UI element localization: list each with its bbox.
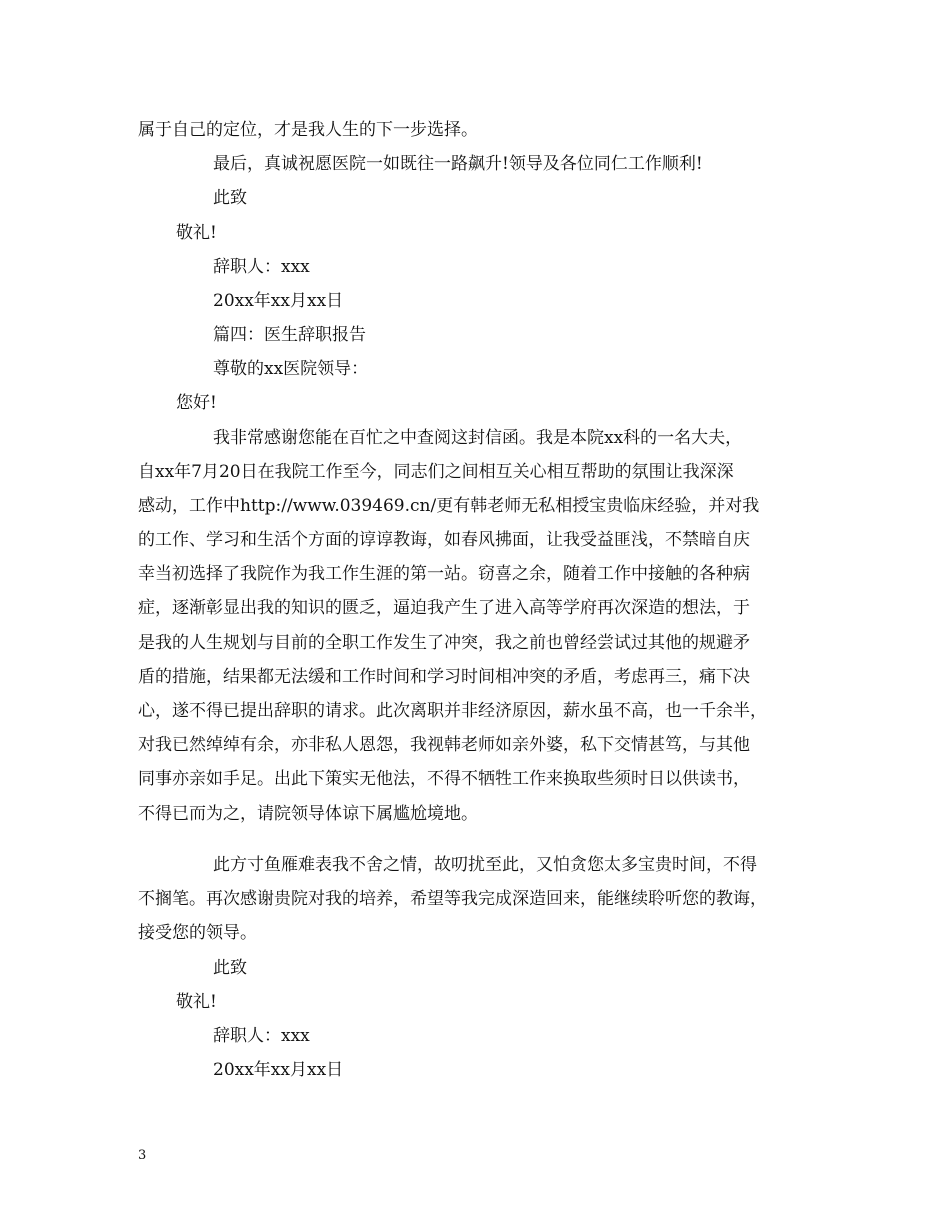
page-number: 3 <box>138 1148 147 1163</box>
paragraph-line: 接受您的领导。 <box>138 923 257 943</box>
addressee-line: 尊敬的xx医院领导： <box>213 359 369 379</box>
closing-wish-line: 最后，真诚祝愿医院一如既往一路飙升!领导及各位同仁工作顺利! <box>213 154 703 174</box>
paragraph-line: 属于自己的定位，才是我人生的下一步选择。 <box>138 120 478 140</box>
paragraph-line: 此方寸鱼雁难表我不舍之情，故叨扰至此，又怕贪您太多宝贵时间，不得 <box>213 855 757 875</box>
salutation-jingli: 敬礼! <box>176 223 217 243</box>
paragraph-line: 心，遂不得已提出辞职的请求。此次离职并非经济原因，薪水虽不高，也一千余半， <box>138 701 767 721</box>
date-line: 20xx年xx月xx日 <box>213 1060 344 1080</box>
paragraph-line: 是我的人生规划与目前的全职工作发生了冲突，我之前也曾经尝试过其他的规避矛 <box>138 633 750 653</box>
paragraph-line: 感动，工作中http://www.039469.cn/更有韩老师无私相授宝贵临床经验，并对我 <box>138 496 760 516</box>
salutation-jingli: 敬礼! <box>176 992 217 1012</box>
paragraph-line: 对我已然绰绰有余，亦非私人恩怨，我视韩老师如亲外婆，私下交情甚笃，与其他 <box>138 735 750 755</box>
paragraph-line: 自xx年7月20日在我院工作至今，同志们之间相互关心相互帮助的氛围让我深深 <box>138 462 734 482</box>
paragraph-line: 盾的措施，结果都无法缓和工作时间和学习时间相冲突的矛盾，考虑再三，痛下决 <box>138 667 750 687</box>
paragraph-line: 幸当初选择了我院作为我工作生涯的第一站。窃喜之余，随着工作中接触的各种病 <box>138 564 750 584</box>
paragraph-line: 不搁笔。再次感谢贵院对我的培养，希望等我完成深造回来，能继续聆听您的教诲， <box>138 889 767 909</box>
paragraph-line: 的工作、学习和生活个方面的谆谆教诲，如春风拂面，让我受益匪浅，不禁暗自庆 <box>138 530 750 550</box>
signature-line: 辞职人：xxx <box>213 257 310 277</box>
paragraph-line: 症，逐渐彰显出我的知识的匮乏，逼迫我产生了进入高等学府再次深造的想法，于 <box>138 598 750 618</box>
paragraph-line: 同事亦亲如手足。出此下策实无他法，不得不牺牲工作来换取些须时日以供读书， <box>138 769 750 789</box>
paragraph-line: 我非常感谢您能在百忙之中查阅这封信函。我是本院xx科的一名大夫， <box>213 428 743 448</box>
salutation-cizhi: 此致 <box>213 188 247 208</box>
section-heading: 篇四：医生辞职报告 <box>213 325 366 345</box>
paragraph-line: 不得已而为之，请院领导体谅下属尴尬境地。 <box>138 804 478 824</box>
signature-line: 辞职人：xxx <box>213 1026 310 1046</box>
greeting-line: 您好! <box>176 393 217 413</box>
salutation-cizhi: 此致 <box>213 958 247 978</box>
date-line: 20xx年xx月xx日 <box>213 291 344 311</box>
